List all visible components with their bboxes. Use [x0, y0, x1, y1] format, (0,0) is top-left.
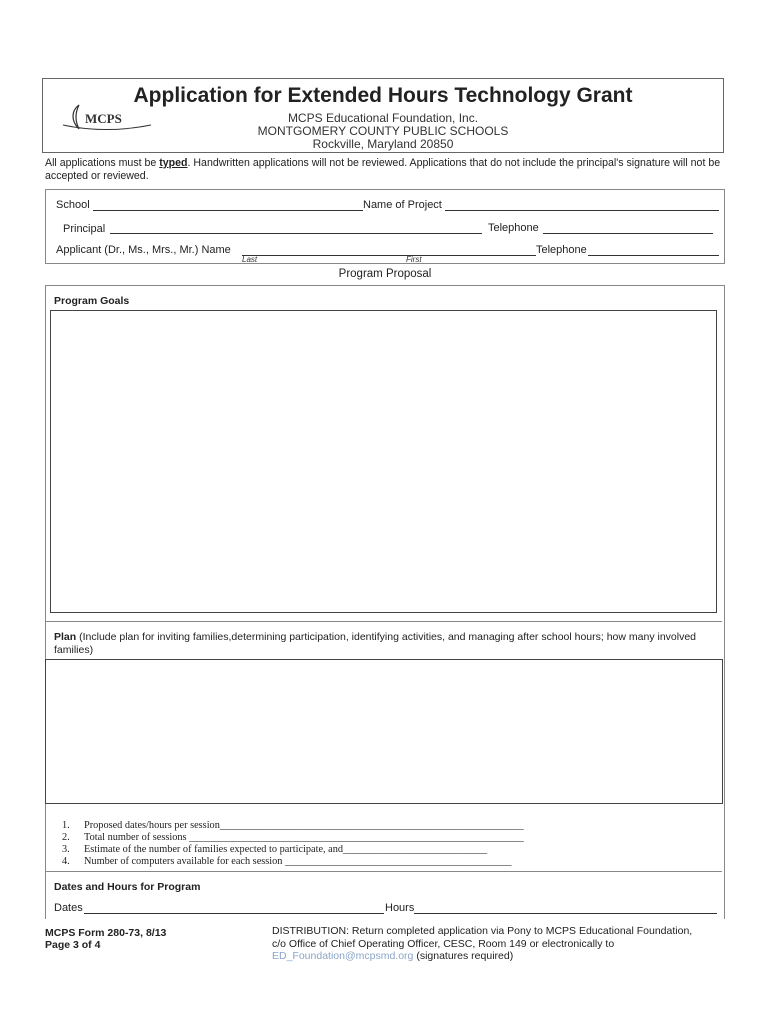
telephone-field[interactable] — [543, 233, 713, 234]
applicant-name-field[interactable] — [242, 255, 536, 256]
first-name-hint: First — [406, 255, 422, 264]
divider — [46, 871, 722, 872]
school-label: School — [56, 199, 90, 211]
applicant-label: Applicant (Dr., Ms., Mrs., Mr.) Name — [56, 244, 231, 256]
org-district: MONTGOMERY COUNTY PUBLIC SCHOOLS — [257, 124, 509, 138]
project-label: Name of Project — [363, 199, 442, 211]
school-field[interactable] — [93, 210, 363, 211]
dates-field[interactable] — [84, 913, 384, 914]
form-title: Application for Extended Hours Technology Grant — [133, 84, 633, 107]
dates-label: Dates — [54, 902, 83, 914]
question-item[interactable]: 2. Total number of sessions _________________________________________________________________ — [62, 832, 524, 843]
telephone2-label: Telephone — [536, 244, 587, 256]
distribution-note: DISTRIBUTION: Return completed application via Pony to MCPS Educational Foundation, c/o Office of Chief Operating Officer, CESC, Room 149 or electronically to ED_Foundation@mcpsmd.org (signatures required) — [272, 925, 693, 962]
principal-field[interactable] — [110, 233, 482, 234]
dates-hours-heading: Dates and Hours for Program — [54, 881, 201, 893]
hours-label: Hours — [385, 902, 415, 914]
divider — [46, 621, 722, 622]
question-item[interactable]: 1. Proposed dates/hours per session___________________________________________________________ — [62, 820, 524, 831]
form-header — [42, 78, 724, 153]
form-number: MCPS Form 280-73, 8/13 — [45, 927, 167, 939]
logo-text: MCPS — [85, 111, 122, 126]
program-proposal-heading: Program Proposal — [338, 268, 432, 280]
plan-label: Plan — [54, 631, 77, 643]
program-goals-label: Program Goals — [54, 295, 130, 307]
program-goals-textarea[interactable] — [50, 310, 717, 613]
org-name: MCPS Educational Foundation, Inc. — [287, 111, 479, 125]
plan-instructions: Plan (Include plan for inviting families,determining participation, identifying activities, and managing after school hours; how many involved families) — [54, 631, 697, 656]
hours-field[interactable] — [414, 913, 717, 914]
principal-label: Principal — [63, 223, 106, 235]
project-field[interactable] — [445, 210, 719, 211]
page-number: Page 3 of 4 — [45, 939, 101, 951]
plan-textarea[interactable] — [45, 659, 723, 804]
telephone2-field[interactable] — [588, 255, 719, 256]
org-address: Rockville, Maryland 20850 — [312, 137, 454, 151]
typed-emphasis: typed — [159, 157, 188, 169]
email-link[interactable]: ED_Foundation@mcpsmd.org — [272, 950, 414, 962]
instructions-note: All applications must be typed. Handwritten applications will not be reviewed. Applications that do not include the principal's signature will not be accepted or reviewed. — [45, 157, 721, 182]
telephone-label: Telephone — [488, 222, 539, 234]
form-id — [45, 927, 166, 951]
last-name-hint: Last — [242, 255, 258, 264]
question-item[interactable]: 4. Number of computers available for each session ____________________________________________ — [62, 856, 512, 867]
question-item[interactable]: 3. Estimate of the number of families expected to participate, and____________________________ — [62, 844, 488, 855]
